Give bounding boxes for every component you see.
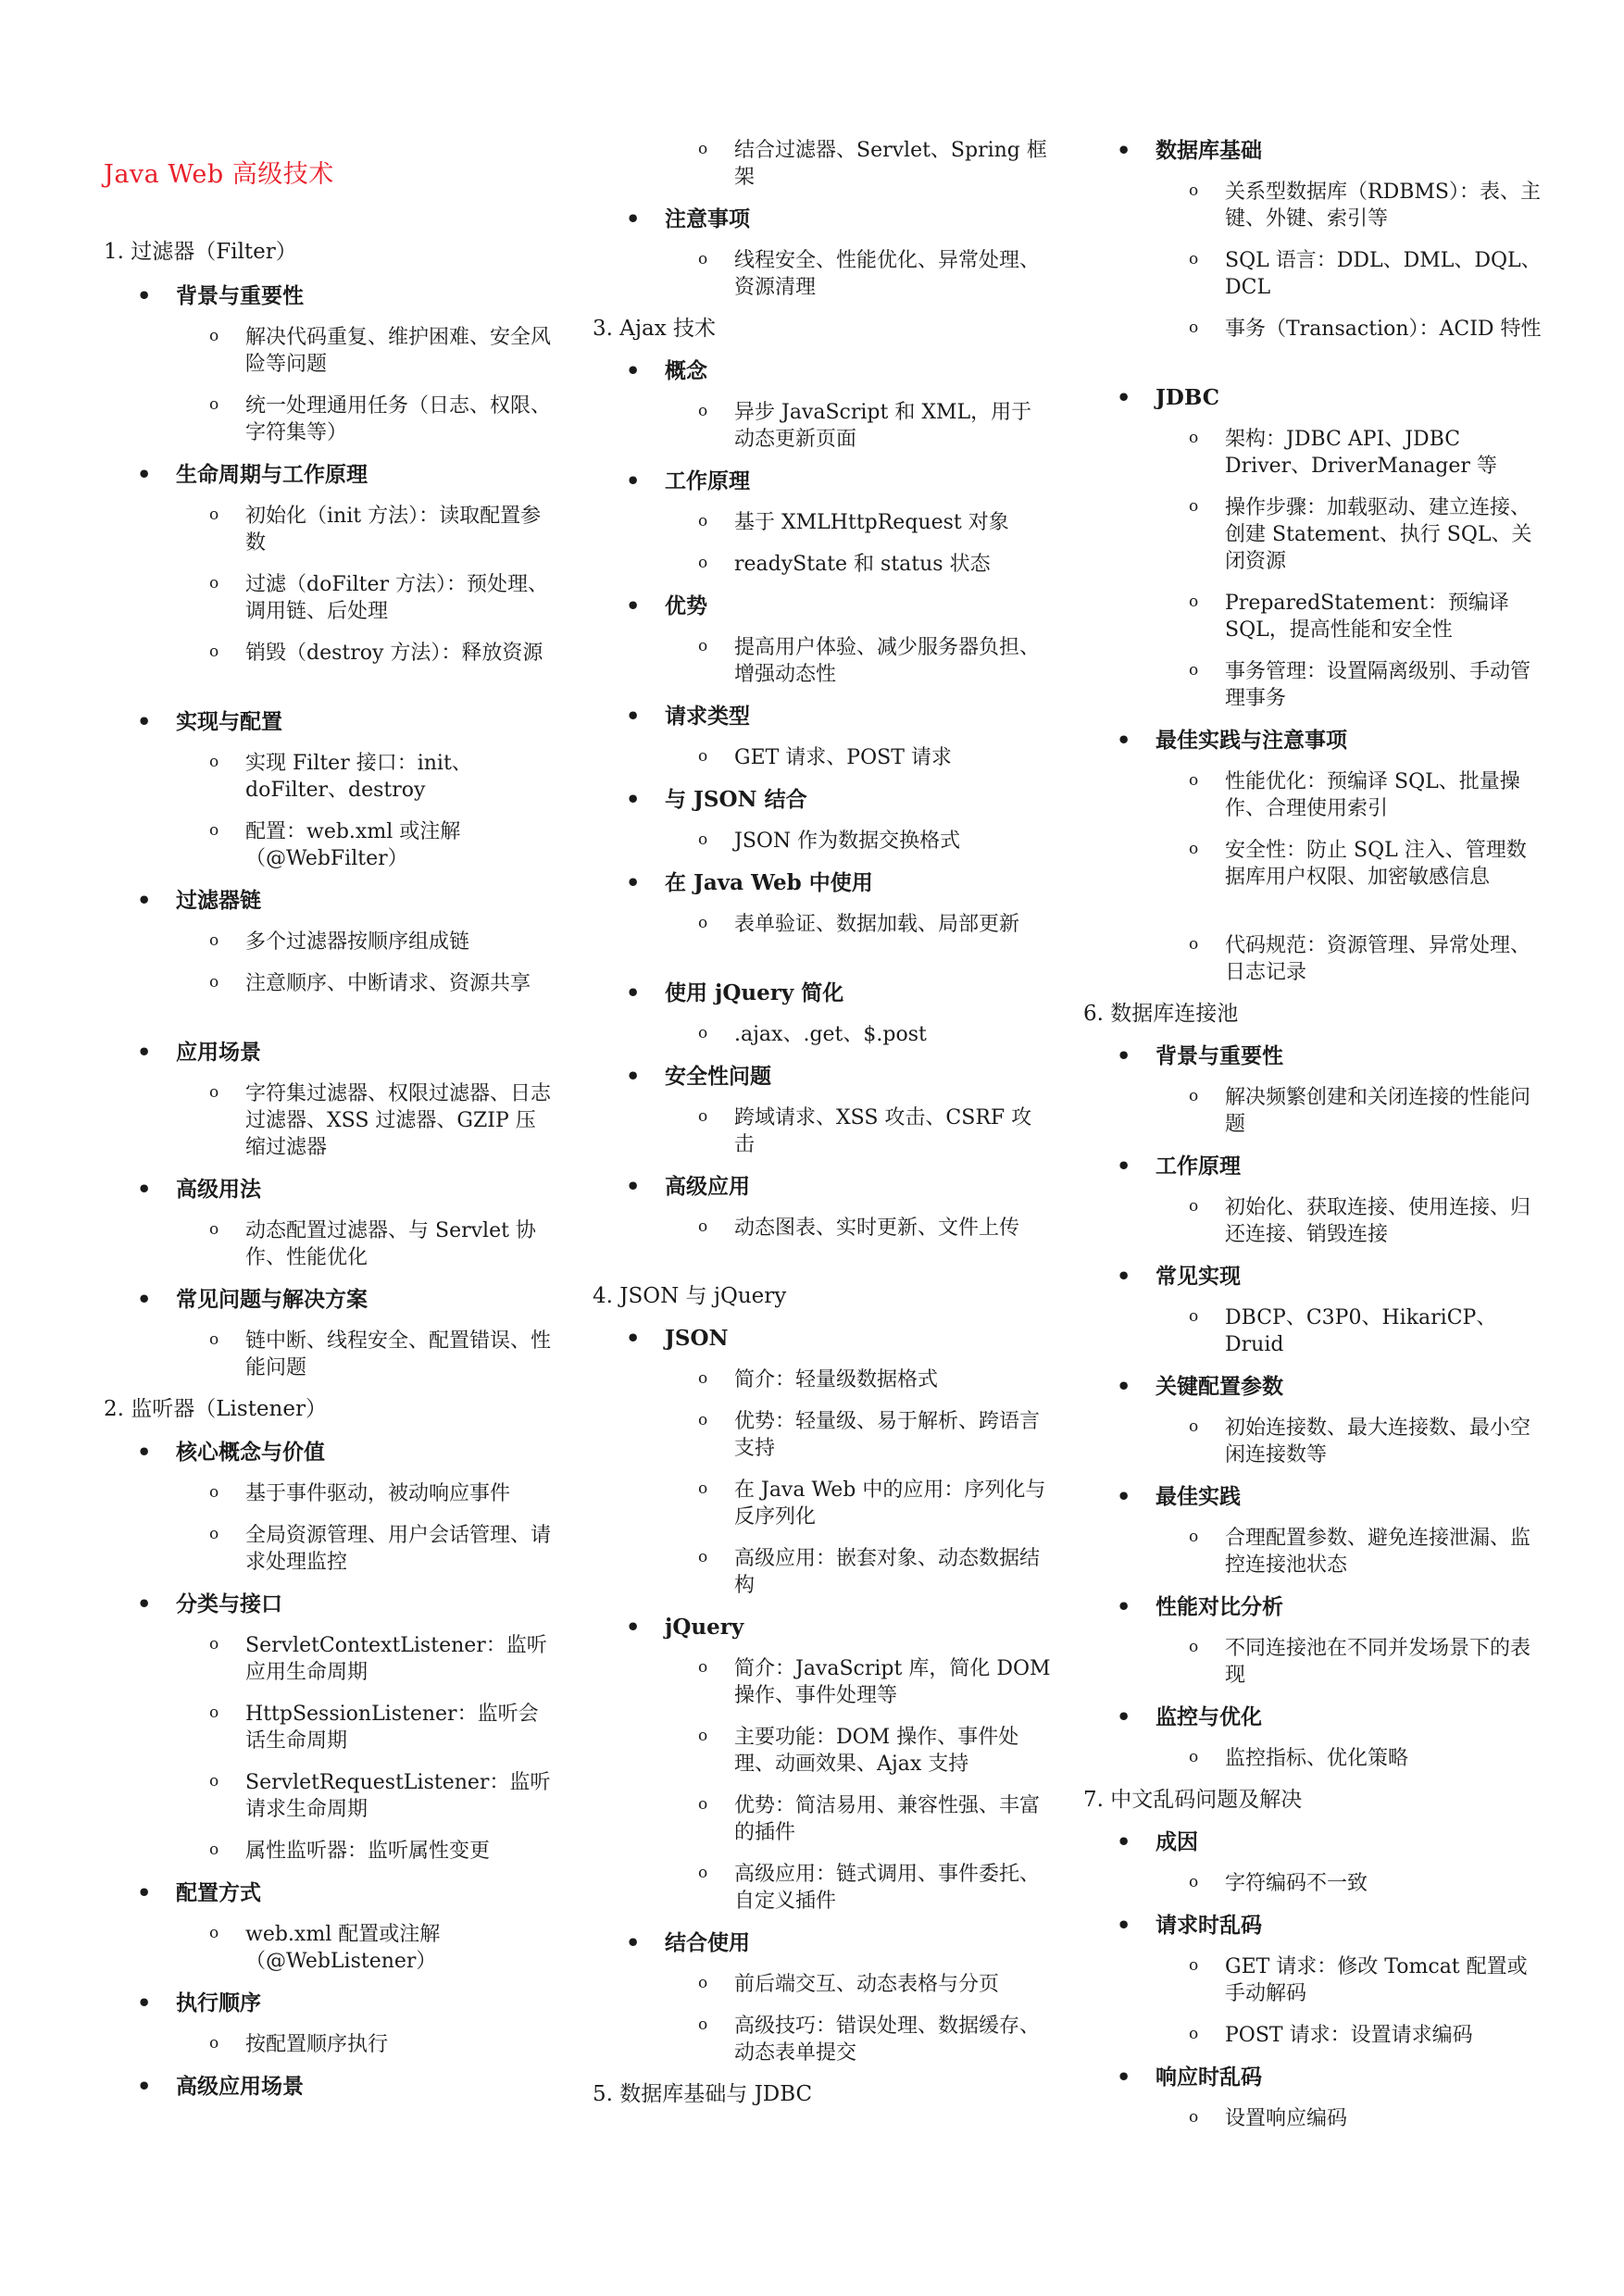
sub-list-item: o .ajax、.get、$.post xyxy=(593,1021,1051,1048)
list-item: • 背景与重要性 xyxy=(1083,1042,1283,1069)
sub-list-item: o 事务（Transaction）：ACID 特性 xyxy=(1083,316,1542,343)
sub-list-item: o HttpSessionListener：监听会话生命周期 xyxy=(104,1701,551,1754)
section-heading: 6. 数据库连接池 xyxy=(1083,1002,1239,1026)
list-item: • 背景与重要性 xyxy=(104,282,304,309)
list-item: • 高级应用场景 xyxy=(104,2073,304,2100)
list-item: • 最佳实践 xyxy=(1083,1483,1241,1510)
list-item: • 请求类型 xyxy=(593,703,750,730)
sub-list-item: o JSON 作为数据交换格式 xyxy=(593,828,1051,855)
sub-list-item: o 配置：web.xml 或注解（@WebFilter） xyxy=(104,818,551,872)
list-item: • 最佳实践与注意事项 xyxy=(1083,727,1347,754)
list-item: • 关键配置参数 xyxy=(1083,1373,1283,1400)
list-item: • JSON xyxy=(593,1325,729,1352)
list-item: • 响应时乱码 xyxy=(1083,2064,1262,2090)
list-item: • 分类与接口 xyxy=(104,1591,282,1617)
list-item: • 过滤器链 xyxy=(104,887,261,914)
list-item: • 监控与优化 xyxy=(1083,1703,1262,1730)
list-item: • 数据库基础 xyxy=(1083,137,1262,164)
list-item: • 性能对比分析 xyxy=(1083,1593,1283,1620)
list-item: • 常见问题与解决方案 xyxy=(104,1286,368,1313)
sub-list-item: o 过滤（doFilter 方法）：预处理、调用链、后处理 xyxy=(104,571,551,625)
sub-list-item: o 基于 XMLHttpRequest 对象 xyxy=(593,509,1051,536)
list-item: • 高级应用 xyxy=(593,1173,750,1200)
sub-list-item: o 线程安全、性能优化、异常处理、资源清理 xyxy=(593,247,1051,301)
sub-list-item: o ServletRequestListener：监听请求生命周期 xyxy=(104,1769,551,1823)
section-heading: 2. 监听器（Listener） xyxy=(104,1397,327,1421)
sub-list-item: o 事务管理：设置隔离级别、手动管理事务 xyxy=(1083,658,1542,712)
list-item: • 核心概念与价值 xyxy=(104,1439,325,1466)
sub-list-item: o 销毁（destroy 方法）：释放资源 xyxy=(104,640,551,667)
list-item: • 常见实现 xyxy=(1083,1263,1241,1290)
sub-list-item: o 结合过滤器、Servlet、Spring 框架 xyxy=(593,137,1051,191)
section-heading: 4. JSON 与 jQuery xyxy=(593,1284,787,1308)
sub-list-item: o 前后端交互、动态表格与分页 xyxy=(593,1971,1051,1998)
sub-list-item: o 初始化（init 方法）：读取配置参数 xyxy=(104,503,551,556)
sub-list-item: o 安全性：防止 SQL 注入、管理数据库用户权限、加密敏感信息 xyxy=(1083,837,1542,891)
document-title: Java Web 高级技术 xyxy=(104,160,334,189)
sub-list-item: o 不同连接池在不同并发场景下的表现 xyxy=(1083,1635,1542,1689)
sub-list-item: o ServletContextListener：监听应用生命周期 xyxy=(104,1632,551,1686)
sub-list-item: o 属性监听器：监听属性变更 xyxy=(104,1838,551,1865)
sub-list-item: o 多个过滤器按顺序组成链 xyxy=(104,929,551,955)
sub-list-item: o 高级应用：嵌套对象、动态数据结构 xyxy=(593,1545,1051,1599)
sub-list-item: o DBCP、C3P0、HikariCP、Druid xyxy=(1083,1304,1542,1358)
sub-list-item: o 初始化、获取连接、使用连接、归还连接、销毁连接 xyxy=(1083,1194,1542,1248)
sub-list-item: o 实现 Filter 接口：init、doFilter、destroy xyxy=(104,750,551,804)
section-heading: 5. 数据库基础与 JDBC xyxy=(593,2082,813,2106)
list-item: • 实现与配置 xyxy=(104,708,282,735)
sub-list-item: o web.xml 配置或注解（@WebListener） xyxy=(104,1921,551,1975)
sub-list-item: o 优势：轻量级、易于解析、跨语言支持 xyxy=(593,1408,1051,1462)
sub-list-item: o 初始连接数、最大连接数、最小空闲连接数等 xyxy=(1083,1415,1542,1468)
sub-list-item: o 设置响应编码 xyxy=(1083,2105,1542,2132)
section-heading: 7. 中文乱码问题及解决 xyxy=(1083,1788,1303,1812)
sub-list-item: o POST 请求：设置请求编码 xyxy=(1083,2022,1542,2049)
sub-list-item: o 高级应用：链式调用、事件委托、自定义插件 xyxy=(593,1861,1051,1915)
section-heading: 3. Ajax 技术 xyxy=(593,317,716,341)
sub-list-item: o 动态图表、实时更新、文件上传 xyxy=(593,1215,1051,1242)
list-item: • 与 JSON 结合 xyxy=(593,786,807,813)
sub-list-item: o readyState 和 status 状态 xyxy=(593,551,1051,578)
list-item: • 概念 xyxy=(593,357,707,384)
list-item: • 生命周期与工作原理 xyxy=(104,461,368,488)
sub-list-item: o 监控指标、优化策略 xyxy=(1083,1745,1542,1772)
sub-list-item: o 高级技巧：错误处理、数据缓存、动态表单提交 xyxy=(593,2013,1051,2066)
sub-list-item: o 架构：JDBC API、JDBC Driver、DriverManager 等 xyxy=(1083,426,1542,480)
list-item: • 工作原理 xyxy=(1083,1153,1241,1179)
sub-list-item: o 代码规范：资源管理、异常处理、日志记录 xyxy=(1083,932,1542,986)
sub-list-item: o 表单验证、数据加载、局部更新 xyxy=(593,911,1051,938)
list-item: • 安全性问题 xyxy=(593,1063,771,1090)
sub-list-item: o 全局资源管理、用户会话管理、请求处理监控 xyxy=(104,1522,551,1576)
section-heading: 1. 过滤器（Filter） xyxy=(104,240,297,264)
list-item: • 执行顺序 xyxy=(104,1990,261,2016)
list-item: • 应用场景 xyxy=(104,1039,261,1066)
list-item: • 注意事项 xyxy=(593,206,750,232)
sub-list-item: o 字符集过滤器、权限过滤器、日志过滤器、XSS 过滤器、GZIP 压缩过滤器 xyxy=(104,1080,551,1161)
sub-list-item: o GET 请求：修改 Tomcat 配置或手动解码 xyxy=(1083,1953,1542,2007)
list-item: • 配置方式 xyxy=(104,1879,261,1906)
sub-list-item: o 基于事件驱动，被动响应事件 xyxy=(104,1480,551,1507)
sub-list-item: o 简介：JavaScript 库，简化 DOM 操作、事件处理等 xyxy=(593,1655,1051,1709)
sub-list-item: o 关系型数据库（RDBMS）：表、主键、外键、索引等 xyxy=(1083,179,1542,232)
list-item: • 工作原理 xyxy=(593,468,750,494)
list-item: • 请求时乱码 xyxy=(1083,1912,1262,1939)
list-item: • jQuery xyxy=(593,1614,743,1641)
list-item: • 结合使用 xyxy=(593,1929,750,1956)
sub-list-item: o 主要功能：DOM 操作、事件处理、动画效果、Ajax 支持 xyxy=(593,1724,1051,1778)
sub-list-item: o 注意顺序、中断请求、资源共享 xyxy=(104,970,551,997)
list-item: • 在 Java Web 中使用 xyxy=(593,869,873,896)
sub-list-item: o 链中断、线程安全、配置错误、性能问题 xyxy=(104,1328,551,1381)
sub-list-item: o 动态配置过滤器、与 Servlet 协作、性能优化 xyxy=(104,1217,551,1271)
sub-list-item: o 合理配置参数、避免连接泄漏、监控连接池状态 xyxy=(1083,1525,1542,1578)
list-item: • 成因 xyxy=(1083,1828,1198,1855)
sub-list-item: o 按配置顺序执行 xyxy=(104,2031,551,2058)
sub-list-item: o 性能优化：预编译 SQL、批量操作、合理使用索引 xyxy=(1083,768,1542,822)
sub-list-item: o PreparedStatement：预编译 SQL，提高性能和安全性 xyxy=(1083,590,1542,643)
sub-list-item: o SQL 语言：DDL、DML、DQL、DCL xyxy=(1083,247,1542,301)
sub-list-item: o 简介：轻量级数据格式 xyxy=(593,1366,1051,1393)
sub-list-item: o 解决频繁创建和关闭连接的性能问题 xyxy=(1083,1084,1542,1138)
sub-list-item: o 在 Java Web 中的应用：序列化与反序列化 xyxy=(593,1477,1051,1530)
list-item: • JDBC xyxy=(1083,384,1219,411)
sub-list-item: o 提高用户体验、减少服务器负担、增强动态性 xyxy=(593,634,1051,688)
sub-list-item: o 解决代码重复、维护困难、安全风险等问题 xyxy=(104,324,551,378)
list-item: • 优势 xyxy=(593,593,707,619)
sub-list-item: o 字符编码不一致 xyxy=(1083,1870,1542,1897)
sub-list-item: o 操作步骤：加载驱动、建立连接、创建 Statement、执行 SQL、关闭资源 xyxy=(1083,494,1542,575)
sub-list-item: o 优势：简洁易用、兼容性强、丰富的插件 xyxy=(593,1792,1051,1846)
sub-list-item: o GET 请求、POST 请求 xyxy=(593,744,1051,771)
sub-list-item: o 统一处理通用任务（日志、权限、字符集等） xyxy=(104,393,551,446)
sub-list-item: o 跨域请求、XSS 攻击、CSRF 攻击 xyxy=(593,1104,1051,1158)
sub-list-item: o 异步 JavaScript 和 XML，用于动态更新页面 xyxy=(593,399,1051,453)
list-item: • 使用 jQuery 简化 xyxy=(593,980,843,1006)
list-item: • 高级用法 xyxy=(104,1176,261,1203)
